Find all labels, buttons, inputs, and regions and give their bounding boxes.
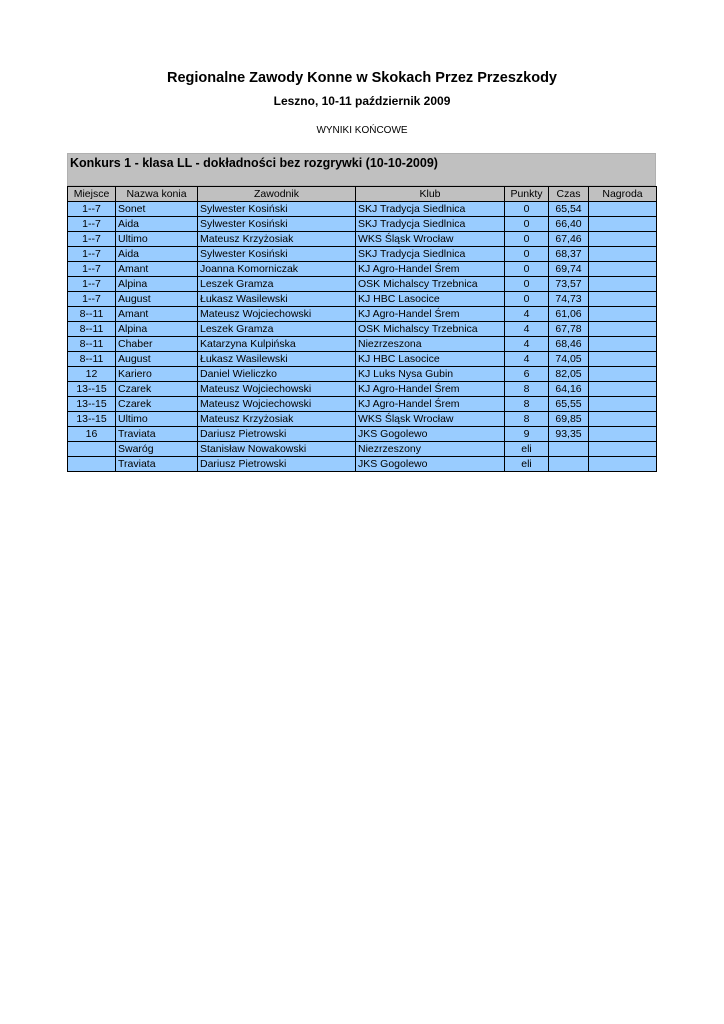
- rider-cell: Katarzyna Kulpińska: [198, 337, 356, 352]
- time-cell: 74,05: [549, 352, 589, 367]
- club-cell: KJ Agro-Handel Śrem: [356, 262, 505, 277]
- time-cell: 65,54: [549, 202, 589, 217]
- horse-cell: Alpina: [116, 322, 198, 337]
- club-cell: KJ Agro-Handel Śrem: [356, 307, 505, 322]
- competition-title: Konkurs 1 - klasa LL - dokładności bez rozgrywki (10-10-2009): [70, 156, 438, 170]
- club-cell: OSK Michalscy Trzebnica: [356, 277, 505, 292]
- table-row: [68, 397, 657, 412]
- rider-cell: Mateusz Wojciechowski: [198, 307, 356, 322]
- rider-cell: Daniel Wieliczko: [198, 367, 356, 382]
- prize-cell: [589, 292, 657, 307]
- column-header-place: Miejsce: [68, 187, 116, 202]
- table-row: [68, 352, 657, 367]
- prize-cell: [589, 277, 657, 292]
- points-cell: eli: [505, 442, 549, 457]
- time-cell: 73,57: [549, 277, 589, 292]
- rider-cell: Łukasz Wasilewski: [198, 352, 356, 367]
- place-cell: 1--7: [68, 232, 116, 247]
- place-cell: 8--11: [68, 307, 116, 322]
- column-header-horse: Nazwa konia: [116, 187, 198, 202]
- place-cell: [68, 457, 116, 472]
- place-cell: 1--7: [68, 262, 116, 277]
- points-cell: 4: [505, 337, 549, 352]
- table-row: [68, 277, 657, 292]
- place-cell: 13--15: [68, 382, 116, 397]
- table-header-row: [68, 187, 657, 202]
- points-cell: 0: [505, 292, 549, 307]
- prize-cell: [589, 412, 657, 427]
- points-cell: eli: [505, 457, 549, 472]
- horse-cell: Sonet: [116, 202, 198, 217]
- horse-cell: Chaber: [116, 337, 198, 352]
- time-cell: 68,46: [549, 337, 589, 352]
- points-cell: 4: [505, 307, 549, 322]
- points-cell: 4: [505, 322, 549, 337]
- table-row: [68, 367, 657, 382]
- horse-cell: Amant: [116, 262, 198, 277]
- table-row: [68, 322, 657, 337]
- results-body: [68, 202, 657, 472]
- points-cell: 0: [505, 202, 549, 217]
- place-cell: 8--11: [68, 337, 116, 352]
- horse-cell: Ultimo: [116, 412, 198, 427]
- rider-cell: Stanisław Nowakowski: [198, 442, 356, 457]
- table-row: [68, 202, 657, 217]
- time-cell: [549, 457, 589, 472]
- horse-cell: Ultimo: [116, 232, 198, 247]
- prize-cell: [589, 217, 657, 232]
- prize-cell: [589, 232, 657, 247]
- document-subtitle: Leszno, 10-11 październik 2009: [273, 94, 451, 108]
- place-cell: 8--11: [68, 352, 116, 367]
- horse-cell: Aida: [116, 217, 198, 232]
- horse-cell: Alpina: [116, 277, 198, 292]
- horse-cell: Kariero: [116, 367, 198, 382]
- points-cell: 6: [505, 367, 549, 382]
- column-header-time: Czas: [549, 187, 589, 202]
- table-row: [68, 247, 657, 262]
- table-row: [68, 382, 657, 397]
- place-cell: 8--11: [68, 322, 116, 337]
- prize-cell: [589, 352, 657, 367]
- club-cell: WKS Śląsk Wrocław: [356, 412, 505, 427]
- prize-cell: [589, 337, 657, 352]
- club-cell: OSK Michalscy Trzebnica: [356, 322, 505, 337]
- club-cell: SKJ Tradycja Siedlnica: [356, 217, 505, 232]
- time-cell: 69,74: [549, 262, 589, 277]
- time-cell: [549, 442, 589, 457]
- horse-cell: Amant: [116, 307, 198, 322]
- rider-cell: Leszek Gramza: [198, 277, 356, 292]
- club-cell: KJ Luks Nysa Gubin: [356, 367, 505, 382]
- results-label: WYNIKI KOŃCOWE: [316, 125, 408, 136]
- points-cell: 4: [505, 352, 549, 367]
- club-cell: SKJ Tradycja Siedlnica: [356, 202, 505, 217]
- horse-cell: Czarek: [116, 382, 198, 397]
- prize-cell: [589, 367, 657, 382]
- time-cell: 82,05: [549, 367, 589, 382]
- club-cell: WKS Śląsk Wrocław: [356, 232, 505, 247]
- time-cell: 64,16: [549, 382, 589, 397]
- table-row: [68, 412, 657, 427]
- club-cell: Niezrzeszona: [356, 337, 505, 352]
- time-cell: 65,55: [549, 397, 589, 412]
- rider-cell: Sylwester Kosiński: [198, 247, 356, 262]
- rider-cell: Łukasz Wasilewski: [198, 292, 356, 307]
- points-cell: 8: [505, 412, 549, 427]
- column-header-club: Klub: [356, 187, 505, 202]
- place-cell: 1--7: [68, 277, 116, 292]
- prize-cell: [589, 397, 657, 412]
- points-cell: 9: [505, 427, 549, 442]
- time-cell: 93,35: [549, 427, 589, 442]
- competition-header: [67, 153, 656, 186]
- prize-cell: [589, 247, 657, 262]
- time-cell: 61,06: [549, 307, 589, 322]
- club-cell: KJ Agro-Handel Śrem: [356, 382, 505, 397]
- rider-cell: Joanna Komorniczak: [198, 262, 356, 277]
- place-cell: 1--7: [68, 202, 116, 217]
- rider-cell: Mateusz Wojciechowski: [198, 382, 356, 397]
- place-cell: 12: [68, 367, 116, 382]
- points-cell: 0: [505, 247, 549, 262]
- table-row: [68, 427, 657, 442]
- points-cell: 0: [505, 232, 549, 247]
- results-table: [67, 186, 657, 472]
- points-cell: 0: [505, 217, 549, 232]
- place-cell: 16: [68, 427, 116, 442]
- place-cell: 1--7: [68, 292, 116, 307]
- table-row: [68, 262, 657, 277]
- horse-cell: Czarek: [116, 397, 198, 412]
- prize-cell: [589, 202, 657, 217]
- table-row: [68, 292, 657, 307]
- table-row: [68, 232, 657, 247]
- rider-cell: Mateusz Krzyżosiak: [198, 232, 356, 247]
- time-cell: 67,78: [549, 322, 589, 337]
- club-cell: SKJ Tradycja Siedlnica: [356, 247, 505, 262]
- prize-cell: [589, 427, 657, 442]
- table-row: [68, 442, 657, 457]
- table-row: [68, 457, 657, 472]
- table-row: [68, 217, 657, 232]
- column-header-points: Punkty: [505, 187, 549, 202]
- horse-cell: Traviata: [116, 427, 198, 442]
- points-cell: 8: [505, 382, 549, 397]
- horse-cell: Aida: [116, 247, 198, 262]
- document-title: Regionalne Zawody Konne w Skokach Przez Przeszkody: [167, 70, 557, 86]
- prize-cell: [589, 307, 657, 322]
- time-cell: 74,73: [549, 292, 589, 307]
- time-cell: 67,46: [549, 232, 589, 247]
- place-cell: 13--15: [68, 412, 116, 427]
- horse-cell: Swaróg: [116, 442, 198, 457]
- time-cell: 68,37: [549, 247, 589, 262]
- table-row: [68, 307, 657, 322]
- place-cell: 1--7: [68, 247, 116, 262]
- horse-cell: August: [116, 352, 198, 367]
- points-cell: 8: [505, 397, 549, 412]
- time-cell: 69,85: [549, 412, 589, 427]
- rider-cell: Dariusz Pietrowski: [198, 427, 356, 442]
- club-cell: KJ HBC Lasocice: [356, 292, 505, 307]
- prize-cell: [589, 442, 657, 457]
- club-cell: KJ HBC Lasocice: [356, 352, 505, 367]
- club-cell: JKS Gogolewo: [356, 457, 505, 472]
- horse-cell: August: [116, 292, 198, 307]
- column-header-rider: Zawodnik: [198, 187, 356, 202]
- horse-cell: Traviata: [116, 457, 198, 472]
- club-cell: JKS Gogolewo: [356, 427, 505, 442]
- rider-cell: Sylwester Kosiński: [198, 217, 356, 232]
- place-cell: 13--15: [68, 397, 116, 412]
- points-cell: 0: [505, 262, 549, 277]
- rider-cell: Dariusz Pietrowski: [198, 457, 356, 472]
- rider-cell: Mateusz Wojciechowski: [198, 397, 356, 412]
- rider-cell: Mateusz Krzyżosiak: [198, 412, 356, 427]
- rider-cell: Sylwester Kosiński: [198, 202, 356, 217]
- time-cell: 66,40: [549, 217, 589, 232]
- points-cell: 0: [505, 277, 549, 292]
- club-cell: Niezrzeszony: [356, 442, 505, 457]
- prize-cell: [589, 262, 657, 277]
- club-cell: KJ Agro-Handel Śrem: [356, 397, 505, 412]
- place-cell: 1--7: [68, 217, 116, 232]
- prize-cell: [589, 322, 657, 337]
- rider-cell: Leszek Gramza: [198, 322, 356, 337]
- place-cell: [68, 442, 116, 457]
- prize-cell: [589, 457, 657, 472]
- column-header-prize: Nagroda: [589, 187, 657, 202]
- prize-cell: [589, 382, 657, 397]
- table-row: [68, 337, 657, 352]
